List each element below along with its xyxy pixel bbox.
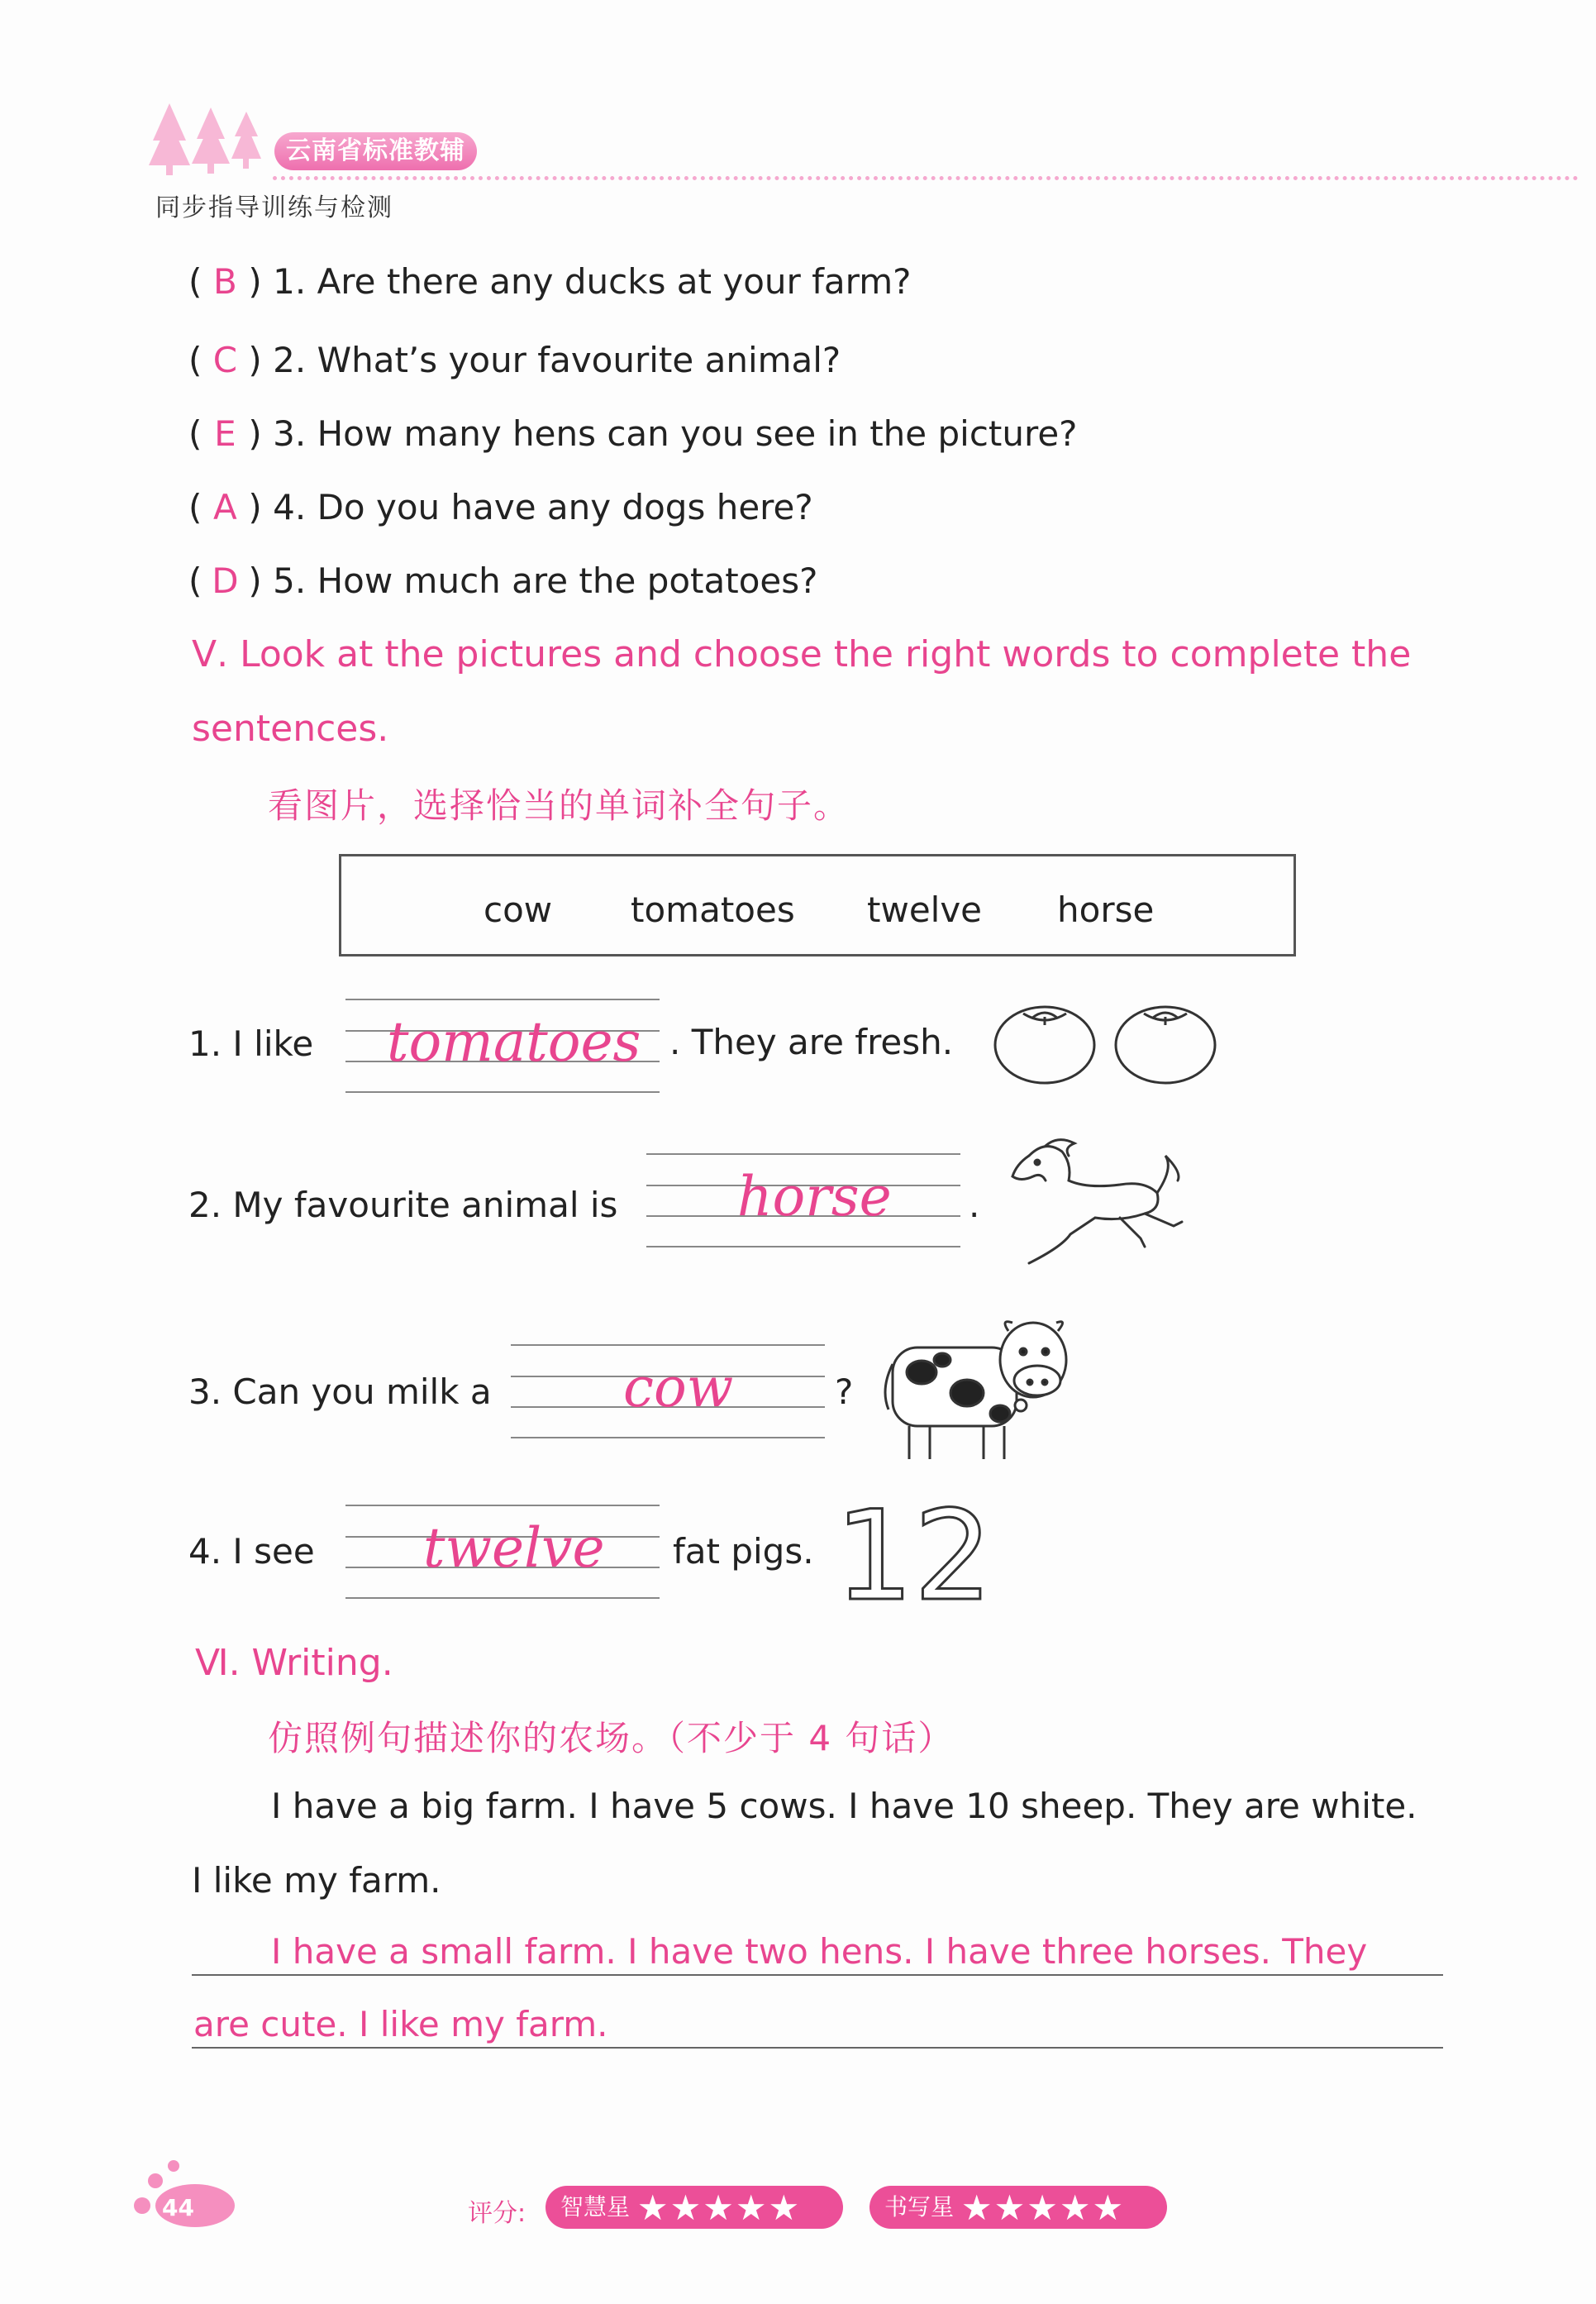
- writing-star-rating: [869, 2186, 1167, 2229]
- answer-letter: A: [213, 487, 237, 527]
- question-number: 2.: [273, 340, 307, 380]
- fill-suffix: ?: [835, 1371, 854, 1412]
- fill-suffix: .: [969, 1185, 980, 1225]
- question-text: How much are the potatoes?: [317, 560, 818, 601]
- tree-decoration-icon: [149, 99, 264, 178]
- example-line-1: I have a big farm. I have 5 cows. I have 10 sheep. They are white.: [271, 1786, 1417, 1826]
- cow-icon: [876, 1314, 1074, 1467]
- section-5-title-line2: sentences.: [192, 708, 389, 750]
- example-line-2: I like my farm.: [192, 1860, 441, 1901]
- page-number: 44: [162, 2194, 194, 2221]
- header-badge: 云南省标准教辅: [274, 132, 477, 170]
- rating-label: 智慧星: [560, 2193, 631, 2221]
- written-answer-line-2: are cute. I like my farm.: [193, 2004, 608, 2044]
- answer-letter: D: [212, 560, 239, 601]
- section-5-title-line1: Ⅴ. Look at the pictures and choose the right words to complete the: [192, 633, 1412, 675]
- wisdom-star-rating: [545, 2186, 843, 2229]
- section-5-instruction: 看图片，选择恰当的单词补全句子。: [268, 785, 850, 826]
- matching-row: ( A ) 4. Do you have any dogs here?: [188, 487, 813, 527]
- section-6-instruction: 仿照例句描述你的农场。（不少于 4 句话）: [268, 1718, 955, 1758]
- word-bank-item: cow: [484, 890, 553, 930]
- question-number: 3.: [273, 413, 307, 454]
- answer-letter: C: [212, 340, 238, 380]
- question-text: What’s your favourite animal?: [317, 340, 841, 380]
- question-number: 1.: [273, 261, 307, 302]
- fill-suffix: fat pigs.: [673, 1531, 814, 1572]
- score-label: 评分:: [468, 2199, 526, 2228]
- question-text: Do you have any dogs here?: [317, 487, 813, 527]
- fill-prefix: 4. I see: [188, 1531, 315, 1572]
- question-number: 5.: [273, 560, 307, 601]
- matching-row: ( E ) 3. How many hens can you see in the picture?: [188, 413, 1078, 454]
- word-bank-item: horse: [1057, 890, 1155, 930]
- writing-lines: [345, 999, 660, 1092]
- header-dotted-line: [273, 176, 1579, 180]
- star-icon: ★★★★★: [960, 2187, 1126, 2228]
- word-bank-item: twelve: [867, 890, 983, 930]
- question-number: 4.: [273, 487, 307, 527]
- header-subtitle: 同步指导训练与检测: [155, 193, 393, 222]
- matching-row: ( C ) 2. What’s your favourite animal?: [188, 340, 841, 380]
- tomatoes-icon: [990, 997, 1222, 1086]
- fill-prefix: 2. My favourite animal is: [188, 1185, 618, 1225]
- horse-icon: [996, 1131, 1190, 1276]
- writing-lines: [511, 1344, 825, 1438]
- number-picture: 12: [835, 1485, 993, 1629]
- fill-suffix: . They are fresh.: [669, 1022, 954, 1062]
- rating-label: 书写星: [884, 2193, 955, 2221]
- writing-lines: [646, 1153, 960, 1247]
- word-bank-item: tomatoes: [631, 890, 795, 930]
- word-bank: [339, 854, 1296, 956]
- question-text: How many hens can you see in the picture?: [317, 413, 1078, 454]
- answer-letter: B: [212, 261, 237, 302]
- matching-row: ( B ) 1. Are there any ducks at your farm?: [188, 261, 912, 302]
- matching-row: ( D ) 5. How much are the potatoes?: [188, 560, 818, 601]
- handwritten-answer: cow: [623, 1356, 734, 1419]
- written-answer-line-1: I have a small farm. I have two hens. I have three horses. They: [271, 1931, 1368, 1972]
- star-icon: ★★★★★: [636, 2187, 802, 2228]
- handwritten-answer: horse: [737, 1165, 892, 1228]
- answer-letter: E: [214, 413, 236, 454]
- question-text: Are there any ducks at your farm?: [317, 261, 912, 302]
- section-6-title: Ⅵ. Writing.: [195, 1642, 393, 1684]
- handwritten-answer: twelve: [423, 1516, 605, 1580]
- writing-lines: [345, 1505, 660, 1598]
- handwritten-answer: tomatoes: [387, 1010, 641, 1074]
- fill-prefix: 1. I like: [188, 1023, 314, 1064]
- fill-prefix: 3. Can you milk a: [188, 1371, 492, 1412]
